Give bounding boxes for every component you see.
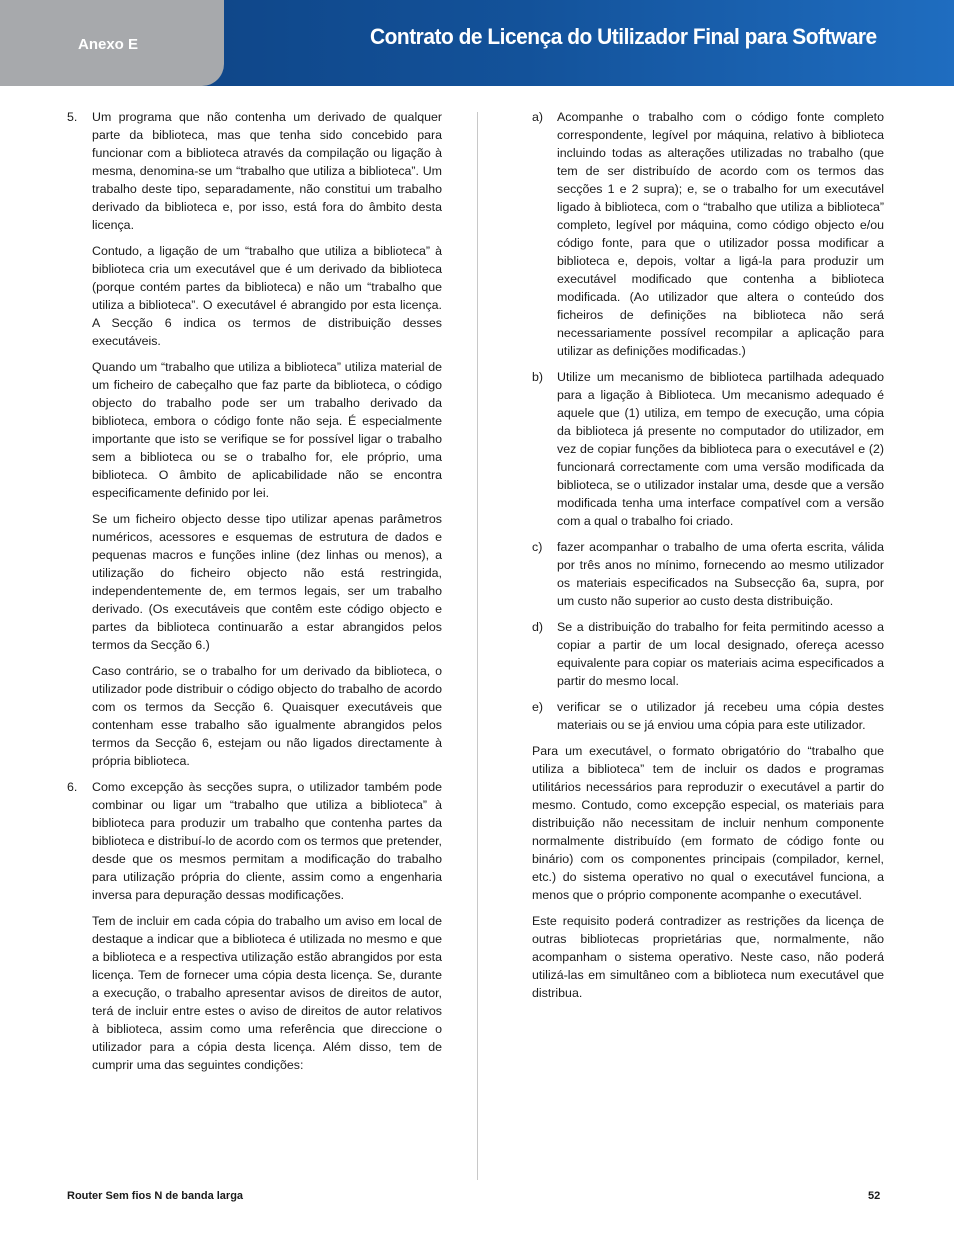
- item-text: Acompanhe o trabalho com o código fonte completo correspondente, legível por máquina, relativo à biblioteca incluindo todas as alterações utilizadas no trabalho (que tem de ser distribuído de acordo com os termos das secções 1 e 2 supra); e, se o trabalho for um executável ligado à biblioteca, com o “trabalho que utiliza a biblioteca” completo, legível por máquina, como código objecto e/ou código fonte, para que o utilizador possa modificar a biblioteca e, depois, voltar a ligá-la para produzir um executável modificado que contenha a biblioteca modificada. (Ao utilizador que altera o conteúdo dos ficheiros de definições na biblioteca não será necessariamente possível recompilar a aplicação para utilizar as definições modificadas.): [557, 110, 884, 358]
- item-number: 6.: [67, 780, 78, 794]
- paragraph: Para um executável, o formato obrigatório do “trabalho que utiliza a biblioteca” tem de incluir os dados e programas utilitários necessários para reproduzir o executável a partir do mesmo. Contudo, como excepção especial, os materiais para distribuição não necessitam de incluir nenhum componente normalmente distribuído (em formato de código fonte ou binário) com os componentes principais (compilador, kernel, etc.) do sistema operativo no qual o executável funciona, a menos que o próprio componente acompanhe o executável.: [532, 744, 884, 902]
- lettered-item: [532, 698, 884, 734]
- item-body: [92, 778, 442, 1074]
- paragraph: Como excepção às secções supra, o utilizador também pode combinar ou ligar um “trabalho que utiliza a biblioteca” à biblioteca para produzir um trabalho que contenha partes da biblioteca e distribuí-lo de acordo com os termos que pretender, desde que os mesmos permitam a modificação do trabalho para utilização própria do cliente, assim como a engenharia inversa para depuração dessas modificações.: [92, 780, 442, 902]
- item-text: verificar se o utilizador já recebeu uma cópia destes materiais ou se já enviou uma cópia para este utilizador.: [557, 700, 884, 732]
- paragraph: Caso contrário, se o trabalho for um derivado da biblioteca, o utilizador pode distribuir o código objecto do trabalho de acordo com os termos da Secção 6. Quaisquer executáveis que contenham esse trabalho são igualmente abrangidos pelos termos da Secção 6, estejam ou não ligados directamente à própria biblioteca.: [92, 664, 442, 768]
- item-label: c): [532, 540, 543, 554]
- item-label: e): [532, 700, 544, 714]
- paragraph: Este requisito poderá contradizer as restrições da licença de outras bibliotecas proprietárias que, normalmente, não acompanham o sistema operativo. Neste caso, não poderá utilizá-las em simultâneo com a biblioteca num executável que distribua.: [532, 914, 884, 1000]
- page-title: Contrato de Licença do Utilizador Final para Software: [370, 24, 877, 49]
- paragraph: Quando um “trabalho que utiliza a biblioteca” utiliza material de um ficheiro de cabeçalho que faz parte da biblioteca, o código objecto do trabalho pode ser um trabalho derivado da biblioteca, embora o código fonte não seja. É especialmente importante que isto se verifique se for possível ligar o trabalho sem a biblioteca ou se o trabalho for, ele próprio, uma biblioteca. O âmbito de aplicabilidade não se encontra especificamente definido por lei.: [92, 360, 442, 500]
- page-header: [0, 0, 954, 86]
- paragraph: Se um ficheiro objecto desse tipo utilizar apenas parâmetros numéricos, acessores e esquemas de estrutura de dados e pequenas macros e funções inline (dez linhas ou menos), a utilização do ficheiro objecto não está restringida, independentemente de, em termos legais, ser um trabalho derivado. (Os executáveis que contêm este código objecto e partes da biblioteca continuarão a estar abrangidos pelos termos da Secção 6.): [92, 512, 442, 652]
- right-column: [532, 108, 884, 1010]
- paragraph: Contudo, a ligação de um “trabalho que utiliza a biblioteca” à biblioteca cria um executável que é um derivado da biblioteca (porque contém partes da biblioteca) e não um “trabalho que utiliza a biblioteca”. O executável é abrangido por esta licença. A Secção 6 indica os termos de distribuição desses executáveis.: [92, 244, 442, 348]
- footer-product-name: Router Sem fios N de banda larga: [67, 1190, 244, 1202]
- item-text: Se a distribuição do trabalho for feita permitindo acesso a copiar a partir de um local designado, ofereça acesso equivalente para copiar os materiais acima especificados a partir do mesmo local.: [557, 620, 884, 688]
- column-divider: [477, 112, 478, 1180]
- lettered-item: [532, 538, 884, 610]
- item-text: Utilize um mecanismo de biblioteca partilhada adequado para a ligação à Biblioteca. Um mecanismo adequado é aquele que (1) utiliza, em tempo de execução, uma cópia da biblioteca já presente no computador do utilizador, em vez de copiar funções da biblioteca para o executável e (2) funcionará correctamente com uma versão modificada da biblioteca, se o utilizador instalar uma, desde que a versão modificada tenha uma interface compatível com a versão com a qual o trabalho foi criado.: [557, 370, 884, 528]
- numbered-item: [67, 778, 442, 1074]
- item-label: a): [532, 110, 544, 124]
- numbered-item: [67, 108, 442, 770]
- lettered-item: [532, 618, 884, 690]
- item-label: b): [532, 370, 544, 384]
- item-number: 5.: [67, 110, 78, 124]
- left-column: [67, 108, 442, 1082]
- item-label: d): [532, 620, 544, 634]
- section-tab-label: Anexo E: [78, 36, 139, 53]
- section-tab: [0, 0, 224, 86]
- item-text: fazer acompanhar o trabalho de uma oferta escrita, válida por três anos no mínimo, fornecendo ao mesmo utilizador os materiais especificados na Subsecção 6a, supra, por um custo não superior ao custo desta distribuição.: [557, 540, 884, 608]
- lettered-item: [532, 108, 884, 360]
- paragraph: Tem de incluir em cada cópia do trabalho um aviso em local de destaque a indicar que a biblioteca é utilizada no mesmo e que a biblioteca e a respectiva utilização estão abrangidos por esta licença. Tem de fornecer uma cópia desta licença. Se, durante a execução, o trabalho apresentar avisos de direitos de autor, terá de incluir entre estes o aviso de direitos de autor relativos à biblioteca, assim como uma referência que direccione o utilizador para a cópia desta licença. Além disso, tem de cumprir uma das seguintes condições:: [92, 914, 442, 1072]
- paragraph: Um programa que não contenha um derivado de qualquer parte da biblioteca, mas que tenha sido concebido para funcionar com a biblioteca através da compilação ou ligação à mesma, denomina-se um “trabalho que utiliza a biblioteca”. Um trabalho deste tipo, separadamente, não constitui um trabalho derivado da biblioteca e, por isso, está fora do âmbito desta licença.: [92, 110, 442, 232]
- footer-page-number: 52: [868, 1190, 881, 1202]
- lettered-item: [532, 368, 884, 530]
- item-body: [92, 108, 442, 770]
